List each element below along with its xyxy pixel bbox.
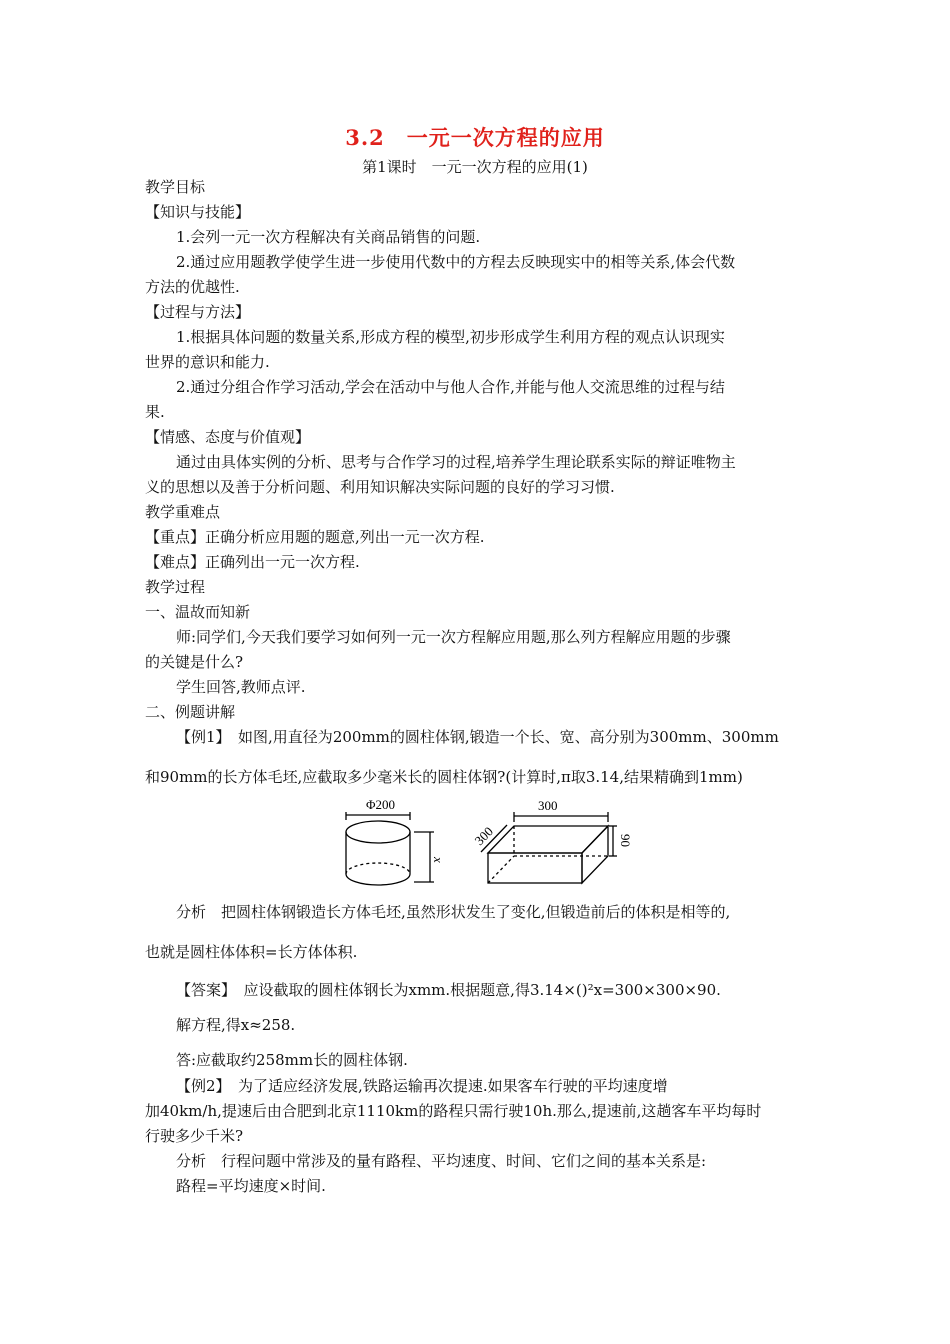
answer-line: 答:应截取约258mm长的圆柱体钢.: [176, 1051, 408, 1069]
paragraph-line: 2.通过分组合作学习活动,学会在活动中与他人合作,并能与他人交流思维的过程与结: [176, 378, 725, 396]
paragraph-line: 果.: [145, 403, 165, 421]
section-emotion-values: 【情感、态度与价值观】: [145, 428, 311, 446]
section-knowledge-skills: 【知识与技能】: [145, 203, 251, 221]
example-2-line: 行驶多少千米?: [145, 1127, 244, 1145]
example-1-line: 【例1】 如图,用直径为200mm的圆柱体钢,锻造一个长、宽、高分别为300mm、300mm: [176, 728, 779, 746]
paragraph-line: 世界的意识和能力.: [145, 353, 270, 371]
example-1-line: 和90mm的长方体毛坯,应截取多少毫米长的圆柱体钢?(计算时,π取3.14,结果精确到1mm): [145, 768, 743, 786]
paragraph-line: 师:同学们,今天我们要学习如何列一元一次方程解应用题,那么列方程解应用题的步骤: [176, 628, 731, 646]
key-point: 【重点】正确分析应用题的题意,列出一元一次方程.: [145, 528, 485, 546]
cylinder-diameter-label: Φ200: [366, 797, 396, 812]
difficult-point: 【难点】正确列出一元一次方程.: [145, 553, 360, 571]
paragraph-line: 通过由具体实例的分析、思考与合作学习的过程,培养学生理论联系实际的辩证唯物主: [176, 453, 736, 471]
answer-line: 【答案】 应设截取的圆柱体钢长为xmm.根据题意,得3.14×()²x=300×300×90.: [176, 981, 721, 999]
paragraph-line: 的关键是什么?: [145, 653, 244, 671]
heading-process: 教学过程: [145, 578, 206, 596]
cylinder-box-figure: [330, 792, 633, 892]
box-length-label: 300: [538, 798, 558, 813]
box-width-label: 300: [471, 823, 496, 849]
answer-line: 解方程,得x≈258.: [176, 1016, 296, 1034]
box-height-label: 90: [618, 834, 633, 847]
paragraph-line: 方法的优越性.: [145, 278, 240, 296]
analysis-line: 分析 行程问题中常涉及的量有路程、平均速度、时间、它们之间的基本关系是:: [176, 1152, 707, 1170]
page-subtitle: 第1课时 一元一次方程的应用(1): [362, 158, 588, 176]
example-2-line: 加40km/h,提速后由合肥到北京1110km的路程只需行驶10h.那么,提速前,这趟客车平均每时: [145, 1102, 762, 1120]
section-review: 一、温故而知新: [145, 603, 251, 621]
section-examples: 二、例题讲解: [145, 703, 236, 721]
analysis-line: 路程=平均速度×时间.: [176, 1177, 326, 1195]
paragraph-line: 1.根据具体问题的数量关系,形成方程的模型,初步形成学生利用方程的观点认识现实: [176, 328, 725, 346]
heading-key-difficult: 教学重难点: [145, 503, 221, 521]
cylinder-height-label: x: [431, 857, 446, 863]
section-process-method: 【过程与方法】: [145, 303, 251, 321]
heading-objectives: 教学目标: [145, 178, 206, 196]
cylinder-top: [346, 821, 410, 843]
analysis-line: 分析 把圆柱体钢锻造长方体毛坯,虽然形状发生了变化,但锻造前后的体积是相等的,: [176, 903, 731, 921]
page-title: 3.2 一元一次方程的应用: [345, 125, 605, 150]
example-2-line: 【例2】 为了适应经济发展,铁路运输再次提速.如果客车行驶的平均速度增: [176, 1077, 668, 1095]
paragraph-line: 1.会列一元一次方程解决有关商品销售的问题.: [176, 228, 481, 246]
paragraph-line: 2.通过应用题教学使学生进一步使用代数中的方程去反映现实中的相等关系,体会代数: [176, 253, 736, 271]
analysis-line: 也就是圆柱体体积=长方体体积.: [145, 943, 358, 961]
paragraph-line: 义的思想以及善于分析问题、利用知识解决实际问题的良好的学习习惯.: [145, 478, 615, 496]
paragraph-line: 学生回答,教师点评.: [176, 678, 306, 696]
